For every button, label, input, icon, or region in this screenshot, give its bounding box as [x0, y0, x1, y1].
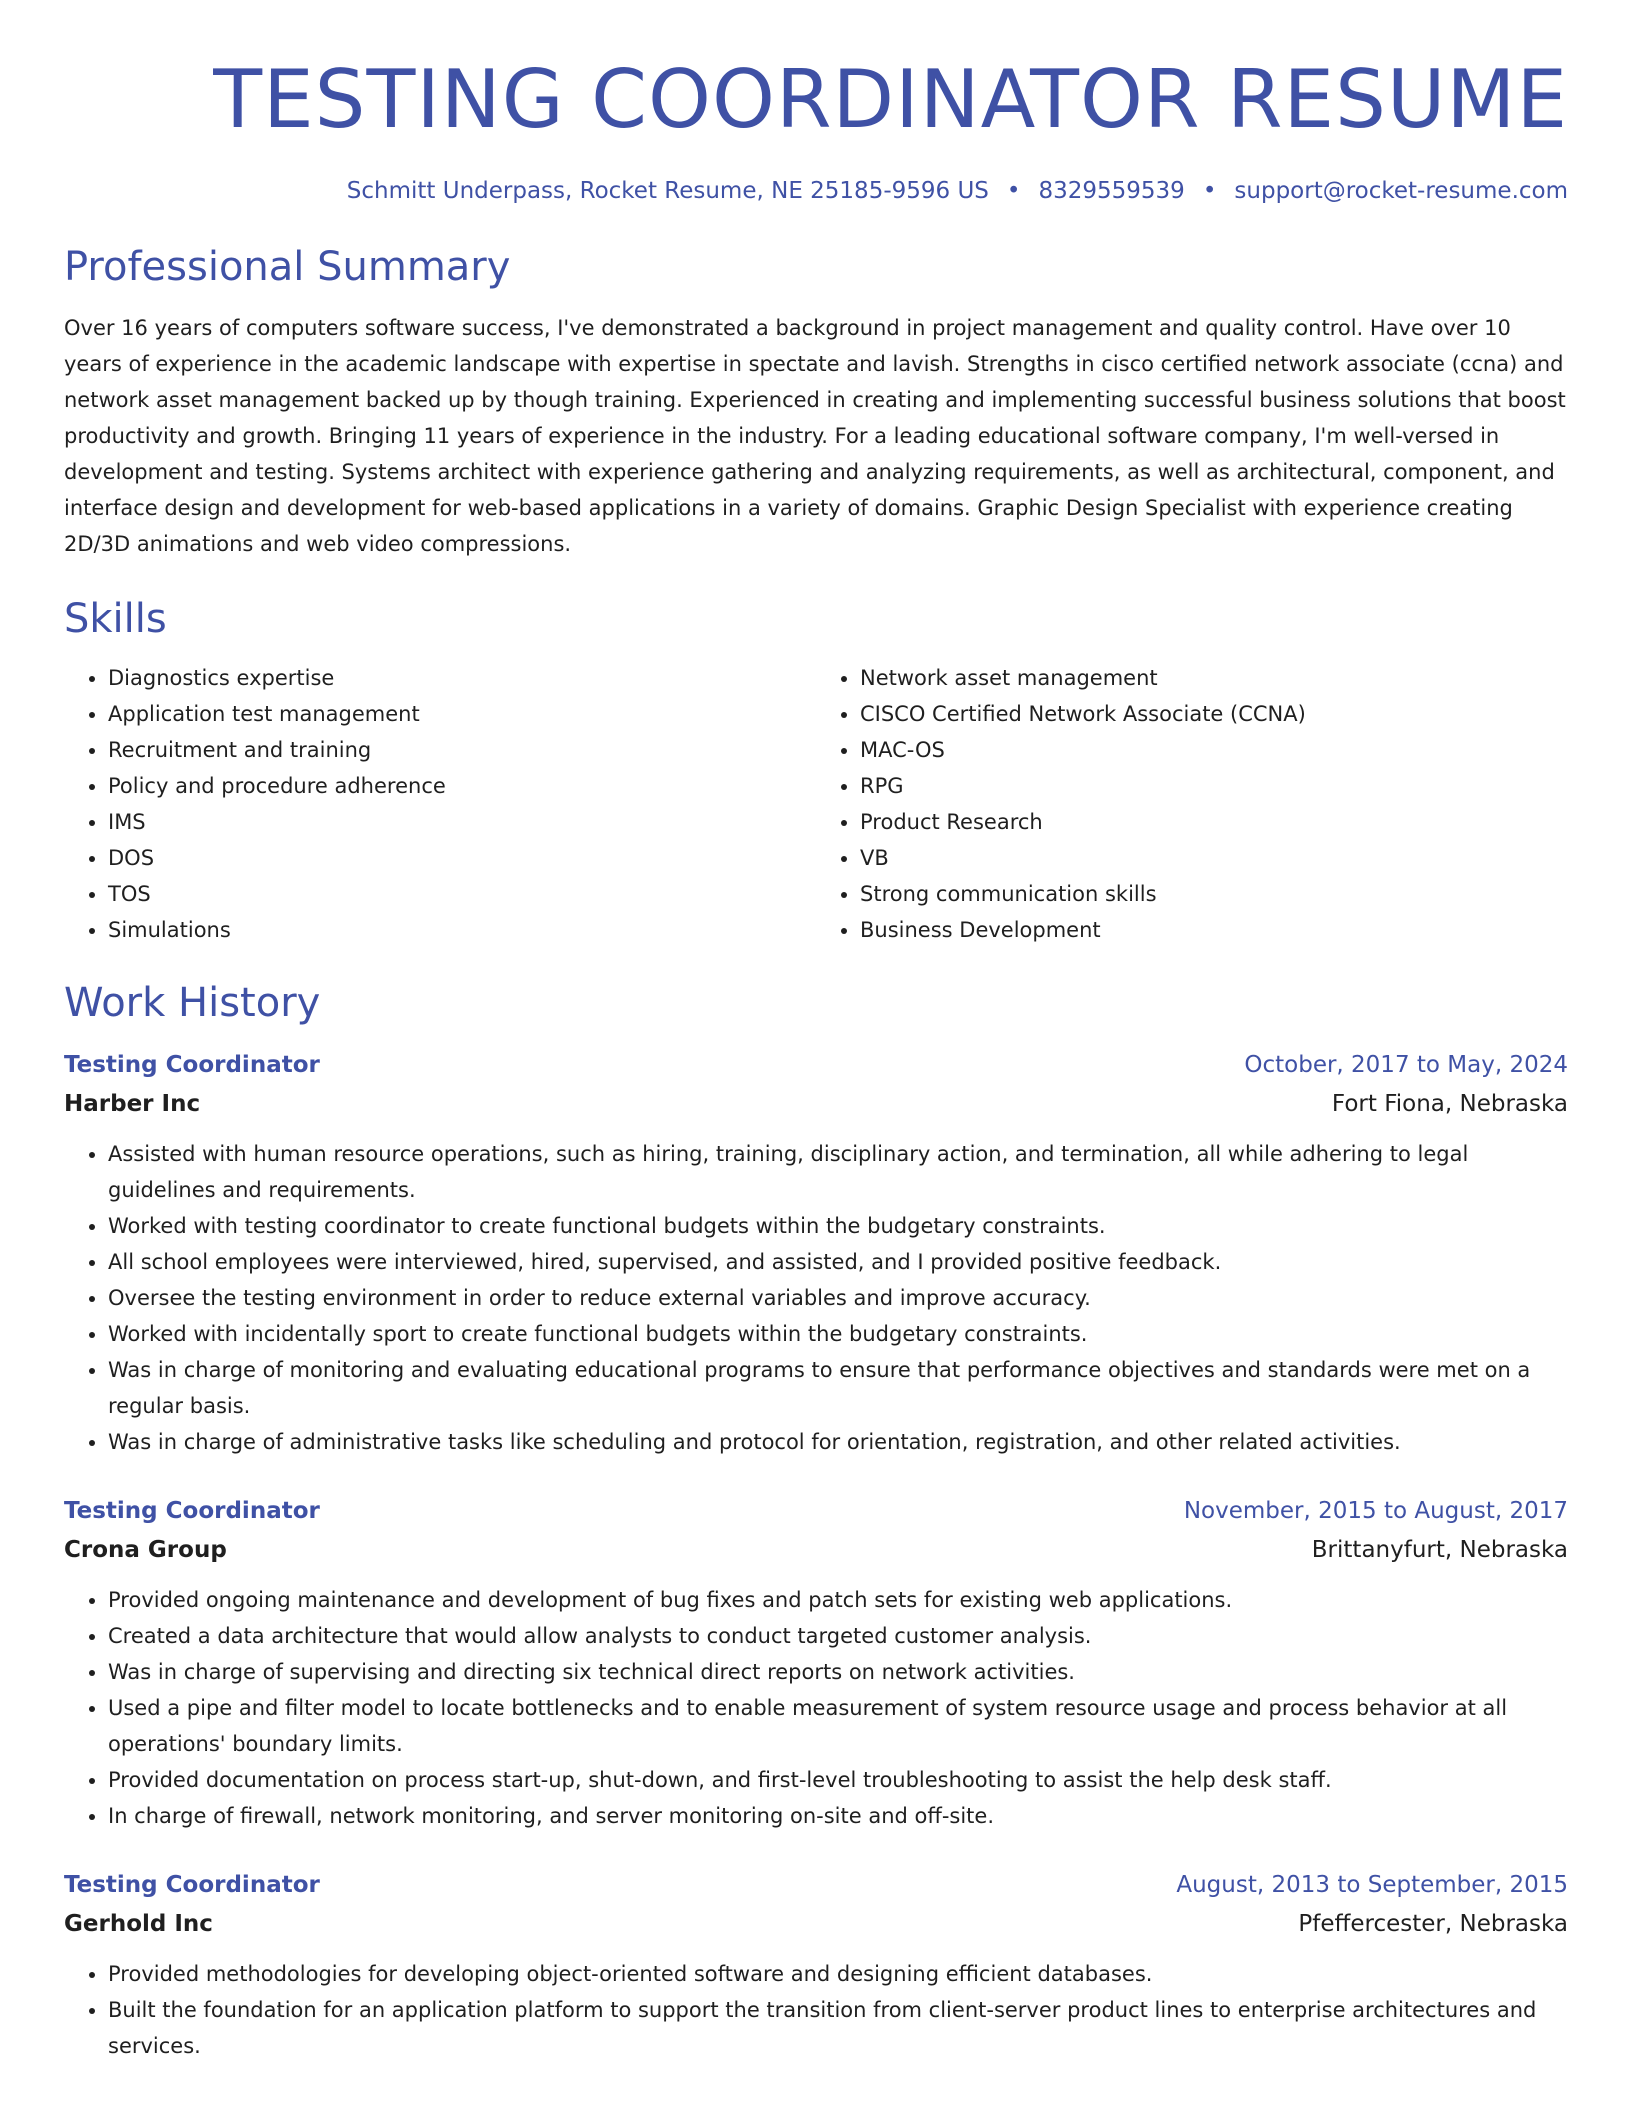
skill-item: • Simulations [108, 912, 816, 948]
job-bullet: • Worked with incidentally sport to create functional budgets within the budgetary constraints. [108, 1316, 1568, 1352]
skill-item: • CISCO Certified Network Associate (CCNA) [860, 696, 1568, 732]
skills-list [64, 660, 1568, 948]
skill-item: • DOS [108, 840, 816, 876]
work-history-heading: Work History [64, 980, 321, 1026]
company-name: Crona Group [64, 1537, 227, 1563]
job-dates: October, 2017 to May, 2024 [1244, 1052, 1568, 1078]
skill-item: • IMS [108, 804, 816, 840]
summary-heading: Professional Summary [64, 244, 511, 290]
address: Schmitt Underpass, Rocket Resume, NE 25185-9596 US [346, 178, 989, 204]
job-bullet: • Was in charge of administrative tasks like scheduling and protocol for orientation, registration, and other related activities. [108, 1424, 1568, 1460]
job-bullet: • Used a pipe and filter model to locate bottlenecks and to enable measurement of system resource usage and process behavior at all operations' boundary limits. [108, 1690, 1568, 1762]
summary-text: Over 16 years of computers software success, I've demonstrated a background in project management and quality control. Have over 10 years of experience in the academic landscape with expertise in spectate and lavish. Strengths in cisco certified network associate (ccna) and network asset management backed up by though training. Experienced in creating and implementing successful business solutions that boost productivity and growth. Bringing 11 years of experience in the industry. For a leading educational software company, I'm well-versed in development and testing. Systems architect with experience gathering and analyzing requirements, as well as architectural, component, and interface design and development for web-based applications in a variety of domains. Graphic Design Specialist with experience creating 2D/3D animations and web video compressions. [64, 316, 1566, 556]
job-bullet: • Provided methodologies for developing object-oriented software and designing efficient databases. [108, 1956, 1568, 1992]
skill-item: • Application test management [108, 696, 816, 732]
skill-item: • Network asset management [860, 660, 1568, 696]
job-title: Testing Coordinator [64, 1052, 320, 1078]
skills-column-left [64, 660, 816, 948]
job-location: Brittanyfurt, Nebraska [1311, 1537, 1568, 1563]
skill-item: • Diagnostics expertise [108, 660, 816, 696]
skills-heading: Skills [64, 596, 167, 642]
job-dates: November, 2015 to August, 2017 [1183, 1498, 1568, 1524]
job-bullet: • Was in charge of monitoring and evaluating educational programs to ensure that performance objectives and standards were met on a regular basis. [108, 1352, 1568, 1424]
skill-item: • Product Research [860, 804, 1568, 840]
job-bullet: • Provided documentation on process start-up, shut-down, and first-level troubleshooting to assist the help desk staff. [108, 1762, 1568, 1798]
job-entry [64, 1046, 1568, 1460]
skill-item: • MAC-OS [860, 732, 1568, 768]
job-bullet: • Provided ongoing maintenance and development of bug fixes and patch sets for existing web applications. [108, 1582, 1568, 1618]
job-bullet: • Worked with testing coordinator to create functional budgets within the budgetary constraints. [108, 1208, 1568, 1244]
job-bullet: • Built the foundation for an application platform to support the transition from client-server product lines to enterprise architectures and services. [108, 1992, 1568, 2064]
job-bullet: • Created a data architecture that would allow analysts to conduct targeted customer analysis. [108, 1618, 1568, 1654]
job-bullets [64, 1956, 1568, 2064]
skill-item: • Business Development [860, 912, 1568, 948]
email-address: support@rocket-resume.com [1234, 178, 1568, 204]
job-bullet: • Oversee the testing environment in order to reduce external variables and improve accuracy. [108, 1280, 1568, 1316]
job-bullet: • Was in charge of supervising and directing six technical direct reports on network activities. [108, 1654, 1568, 1690]
separator-dot: • [1006, 178, 1021, 204]
job-dates: August, 2013 to September, 2015 [1176, 1872, 1568, 1898]
contact-line [64, 178, 1568, 204]
job-title: Testing Coordinator [64, 1872, 320, 1898]
phone-number: 8329559539 [1038, 178, 1185, 204]
job-bullets [64, 1582, 1568, 1834]
skills-column-right [816, 660, 1568, 948]
separator-dot: • [1202, 178, 1217, 204]
skill-item: • RPG [860, 768, 1568, 804]
job-location: Pfeffercester, Nebraska [1298, 1911, 1568, 1937]
company-name: Harber Inc [64, 1091, 201, 1117]
job-bullets [64, 1136, 1568, 1460]
job-bullet: • In charge of firewall, network monitoring, and server monitoring on-site and off-site. [108, 1798, 1568, 1834]
resume-title: TESTING COORDINATOR RESUME [213, 53, 1568, 146]
job-bullet: • All school employees were interviewed, hired, supervised, and assisted, and I provided positive feedback. [108, 1244, 1568, 1280]
job-location: Fort Fiona, Nebraska [1331, 1091, 1568, 1117]
job-entry [64, 1492, 1568, 1834]
skill-item: • VB [860, 840, 1568, 876]
job-entry [64, 1866, 1568, 2064]
job-title: Testing Coordinator [64, 1498, 320, 1524]
job-bullet: • Assisted with human resource operations, such as hiring, training, disciplinary action, and termination, all while adhering to legal guidelines and requirements. [108, 1136, 1568, 1208]
skill-item: • Strong communication skills [860, 876, 1568, 912]
skill-item: • Policy and procedure adherence [108, 768, 816, 804]
company-name: Gerhold Inc [64, 1911, 213, 1937]
skill-item: • TOS [108, 876, 816, 912]
skill-item: • Recruitment and training [108, 732, 816, 768]
